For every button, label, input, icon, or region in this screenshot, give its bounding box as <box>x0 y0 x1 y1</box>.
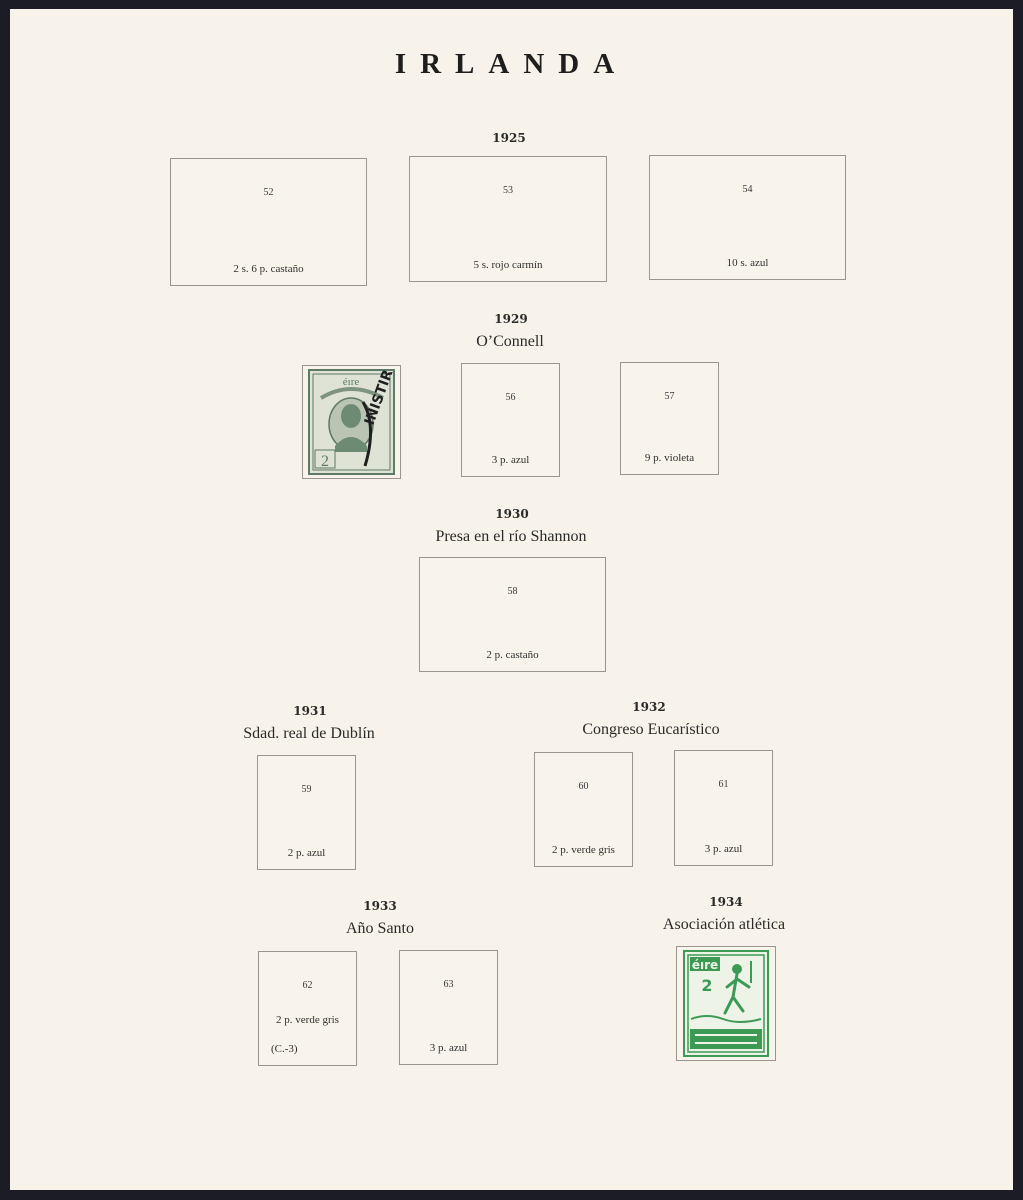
year-heading-1932: 1932 <box>632 700 666 714</box>
stamp-description: 2 s. 6 p. castaño <box>233 263 304 275</box>
stamp-slot-53 <box>409 156 607 282</box>
stamp-slot-52 <box>170 158 367 286</box>
stamp-description: 5 s. rojo carmín <box>473 259 543 271</box>
catalog-number: 56 <box>505 392 516 403</box>
section-subtitle-1929: O’Connell <box>476 333 544 350</box>
catalog-number: 57 <box>664 391 675 402</box>
section-subtitle-1931: Sdad. real de Dublín <box>243 725 375 742</box>
catalog-number: 63 <box>443 979 454 990</box>
catalog-note: (C.-3) <box>271 1043 298 1055</box>
stamp-description: 3 p. azul <box>704 843 743 855</box>
section-subtitle-1930: Presa en el río Shannon <box>435 528 587 545</box>
stamp-description: 9 p. violeta <box>644 452 695 464</box>
stamp-description: 10 s. azul <box>726 257 769 269</box>
catalog-number: 53 <box>503 185 513 196</box>
catalog-number: 58 <box>507 586 518 597</box>
page-title: IRLANDA <box>394 48 629 80</box>
section-subtitle-1933: Año Santo <box>346 920 414 937</box>
postmark-text: INISTIR <box>361 367 397 428</box>
catalog-number: 54 <box>742 184 753 195</box>
stamp-slot-58 <box>419 557 606 672</box>
section-subtitle-1932: Congreso Eucarístico <box>582 721 720 738</box>
year-heading-1929: 1929 <box>494 312 528 326</box>
catalog-number: 60 <box>578 781 589 792</box>
catalog-number: 61 <box>718 779 729 790</box>
athletic-association-stamp-image <box>677 947 775 1060</box>
stamp-slot-61 <box>674 750 773 866</box>
stamp-eire-text: éıre <box>342 376 360 388</box>
stamp-mount-55 <box>302 365 401 479</box>
stamp-description: 3 p. azul <box>429 1042 468 1054</box>
stamp-description: 2 p. verde gris <box>276 1014 339 1026</box>
stamp-slot-59 <box>257 755 356 870</box>
stamp-slot-57 <box>620 362 719 475</box>
year-heading-1930: 1930 <box>495 507 529 521</box>
stamp-description: 2 p. verde gris <box>552 844 615 856</box>
stamp-value-text: 2 <box>701 976 713 995</box>
stamp-value-text: 2 <box>321 453 329 470</box>
catalog-number: 62 <box>302 980 313 991</box>
stamp-eire-text: éıre <box>691 958 719 972</box>
stamp-slot-56 <box>461 363 560 477</box>
stamp-description: 3 p. azul <box>491 454 530 466</box>
catalog-number: 52 <box>263 187 274 198</box>
stamp-slot-63 <box>399 950 498 1065</box>
stamp-slot-60 <box>534 752 633 867</box>
section-subtitle-1934: Asociación atlética <box>662 916 786 933</box>
year-heading-1925: 1925 <box>492 131 526 145</box>
stamp-description: 2 p. azul <box>287 847 326 859</box>
stamp-description: 2 p. castaño <box>486 649 539 661</box>
stamp-mount-64 <box>676 946 776 1061</box>
stamp-slot-62 <box>258 951 357 1066</box>
year-heading-1934: 1934 <box>709 895 743 909</box>
stamp-slot-54 <box>649 155 846 280</box>
oconnell-stamp-image <box>303 366 400 478</box>
catalog-number: 59 <box>301 784 312 795</box>
year-heading-1933: 1933 <box>363 899 397 913</box>
year-heading-1931: 1931 <box>293 704 327 718</box>
